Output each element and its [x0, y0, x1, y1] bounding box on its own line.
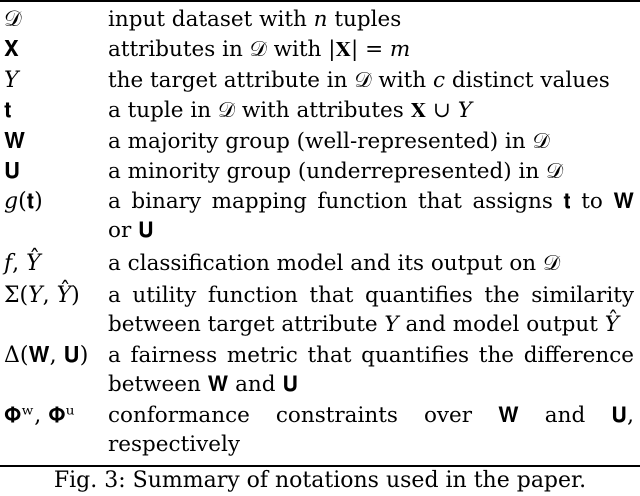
notation-description: a fairness metric that quantifies the difference between 𝐖 and 𝐔 [108, 343, 634, 397]
notation-description: input dataset with 𝑛 tuples [108, 7, 402, 32]
notation-symbol: 𝐭 [4, 98, 12, 123]
notation-symbol: 𝚽ʷ, 𝚽ᵘ [4, 403, 75, 428]
notation-symbol: 𝐗 [4, 37, 19, 62]
notation-symbol: 𝐖 [4, 129, 26, 154]
notation-symbol: Δ(𝐖, 𝐔) [4, 343, 89, 368]
notation-description: a majority group (well-represented) in 𝒟 [108, 129, 550, 154]
notation-symbol: 𝐔 [4, 159, 21, 184]
notation-description: a utility function that quantifies the similarity between target attribute 𝑌 and model output 𝑌̂ [108, 283, 634, 337]
notation-description: a classification model and its output on 𝒟 [108, 251, 561, 276]
table-bottom-rule [0, 465, 640, 467]
notation-description: a binary mapping function that assigns 𝐭 to 𝐖 or 𝐔 [108, 189, 634, 243]
notation-description: a tuple in 𝒟 with attributes 𝐗 ∪ 𝑌 [108, 98, 472, 123]
notation-description: a minority group (underrepresented) in 𝒟 [108, 159, 564, 184]
notation-description: conformance constraints over 𝐖 and 𝐔, respectively [108, 403, 634, 457]
notation-symbol: 𝒟 [4, 7, 22, 32]
notation-symbol: 𝑔(𝐭) [4, 189, 43, 214]
notation-symbol: Σ(𝑌, 𝑌̂) [4, 283, 80, 308]
figure-caption: Fig. 3: Summary of notations used in the paper. [53, 468, 587, 493]
notation-symbol: 𝑌 [4, 68, 19, 93]
notation-description: the target attribute in 𝒟 with 𝑐 distinct values [108, 68, 610, 93]
table-top-rule [0, 0, 640, 2]
notation-description: attributes in 𝒟 with |𝐗| = 𝑚 [108, 37, 411, 62]
notation-symbol: 𝑓, 𝑌̂ [4, 251, 41, 276]
